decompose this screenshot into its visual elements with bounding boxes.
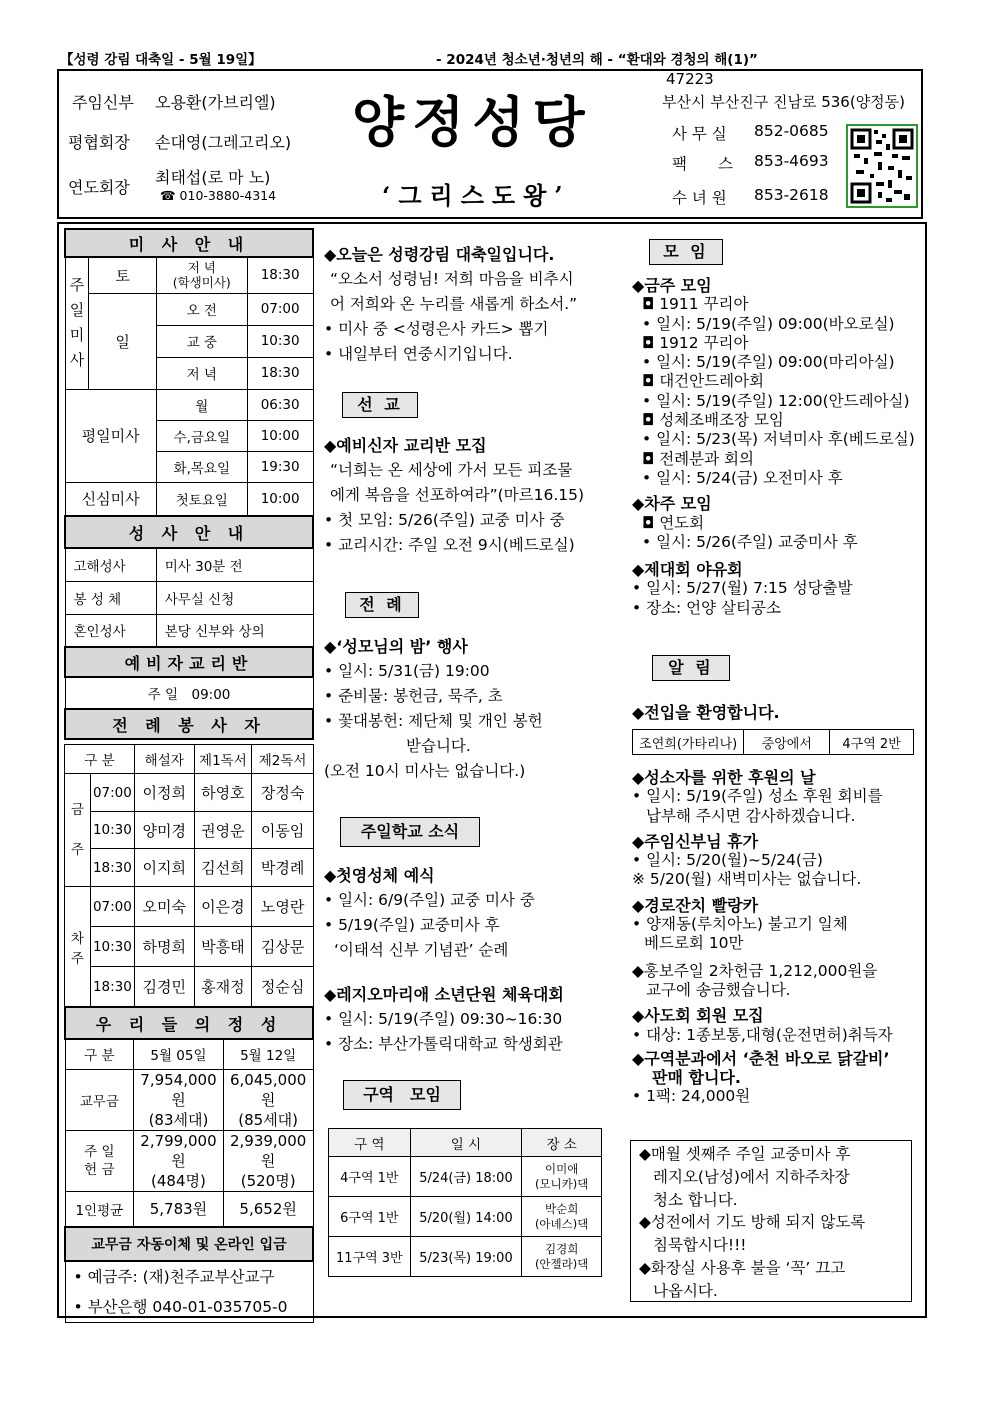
catechumen-time: 주 일 09:00: [65, 677, 313, 709]
server-reader-1: 홍재정: [194, 967, 252, 1007]
welcome-heading: ◆전입을 환영합니다.: [632, 703, 780, 722]
legio-line: • 일시: 5/19(주일) 09:30~16:30: [324, 1010, 563, 1028]
weekday-mass-day: 화,목요일: [156, 451, 247, 482]
weekday-mass-time: 06:30: [247, 389, 313, 420]
average-value: 5,652원: [223, 1191, 313, 1227]
district-col-head: 장 소: [522, 1129, 602, 1157]
sunday-mass-name: 저 녁: [156, 357, 247, 389]
catechumen-section-title: 예비자교리반: [65, 647, 313, 677]
bank-owner: • 예금주: (재)천주교부산교구: [73, 1268, 275, 1286]
elder-line: 베드로회 10만: [644, 934, 744, 953]
server-commentator: 이지희: [134, 849, 194, 887]
reminder-line: 침묵합시다!!!: [653, 1236, 747, 1255]
school-line: ‘이태석 신부 기념관’ 순례: [334, 941, 509, 959]
school-line: • 일시: 6/9(주일) 교중 미사 중: [324, 891, 535, 909]
sacrament-desc: 미사 30분 전: [156, 548, 313, 581]
today-line: • 미사 중 <성령은사 카드> 뽑기: [324, 320, 549, 338]
welcome-name: 조연희(가타리나): [633, 730, 744, 755]
sunday-mass-time: 07:00: [247, 293, 313, 325]
today-heading: ◆오늘은 성령강림 대축일입니다.: [324, 245, 555, 264]
office-phone: 852-0685: [754, 122, 829, 140]
school-block: [324, 863, 614, 963]
school-heading: ◆첫영성체 예식: [324, 866, 435, 885]
picnic-line: • 장소: 언양 살티공소: [632, 598, 781, 617]
welcome-district: 4구역 2반: [830, 730, 914, 755]
average-value: 5,783원: [134, 1191, 224, 1227]
liturgy-section-header: 전 례: [345, 592, 419, 618]
weekday-mass-label: 평일미사: [65, 389, 156, 482]
vacation-line: • 일시: 5/20(월)~5/24(금): [632, 851, 823, 870]
meeting-line: ◘ 1911 꾸리아: [642, 295, 749, 314]
meeting-line: • 일시: 5/19(주일) 09:00(바오로실): [642, 314, 895, 333]
meeting-line: ◘ 1912 꾸리아: [642, 333, 749, 352]
district-area: 6구역 1반: [329, 1197, 411, 1237]
legio-line: • 장소: 부산가톨릭대학교 학생회관: [324, 1035, 563, 1053]
offering-col-head: 5월 05일: [134, 1039, 224, 1069]
top-strip: [60, 48, 926, 68]
server-time: 07:00: [90, 774, 134, 812]
meeting-section-header: 모 임: [649, 239, 723, 265]
meeting-line: ◘ 전례분과 회의: [642, 449, 754, 468]
convent-label: 수 녀 원: [672, 189, 727, 207]
district-place: 김경희 (안젤라)댁: [522, 1237, 602, 1277]
mission-line: • 첫 모임: 5/26(주일) 교중 미사 중: [324, 511, 565, 529]
district-place: 이미애 (모니카)댁: [522, 1157, 602, 1197]
server-reader-1: 권영운: [194, 812, 252, 849]
district-col-head: 일 시: [410, 1129, 522, 1157]
server-reader-2: 노영란: [252, 887, 314, 927]
picnic-heading: ◆제대회 야유회: [632, 560, 743, 580]
saturday-mass-time: 18:30: [247, 257, 313, 293]
offering-col-head: 5월 12일: [223, 1039, 313, 1069]
support-line: • 일시: 5/19(주일) 성소 후원 회비를: [632, 787, 883, 806]
offering-value: 2,799,000원 (484명): [134, 1130, 224, 1191]
server-reader-2: 박경례: [252, 849, 314, 887]
server-reader-1: 박흥태: [194, 927, 252, 967]
district-section-header: 구역 모임: [343, 1080, 461, 1110]
year-theme: - 2024년 청소년·청년의 해 - “환대와 경청의 해(1)”: [436, 52, 758, 68]
elder-heading: ◆경로잔치 빨랑카: [632, 895, 759, 915]
sunday-mass-time: 18:30: [247, 357, 313, 389]
server-reader-2: 이동임: [252, 812, 314, 849]
server-commentator: 양미경: [134, 812, 194, 849]
devotion-mass-label: 신심미사: [65, 482, 156, 516]
district-when: 5/23(목) 19:00: [410, 1237, 522, 1277]
mass-section-title: 미 사 안 내: [65, 229, 313, 257]
server-time: 07:00: [90, 887, 134, 927]
servers-col-head: 해설자: [134, 745, 194, 774]
sacrament-desc: 본당 신부와 상의: [156, 614, 313, 647]
liturgy-line: • 꽃대봉헌: 제단체 및 개인 봉헌: [324, 712, 543, 730]
district-when: 5/20(월) 14:00: [410, 1197, 522, 1237]
chicken-heading: 판매 합니다.: [652, 1068, 741, 1088]
welcome-from: 중앙에서: [744, 730, 830, 755]
notice-section-header: 알 림: [652, 655, 730, 681]
elder-line: • 양재동(루치아노) 불고기 일체: [632, 915, 848, 934]
weekday-mass-time: 10:00: [247, 420, 313, 451]
reminder-box: [630, 1140, 912, 1302]
support-line: 납부해 주시면 감사하겠습니다.: [646, 806, 856, 825]
server-reader-1: 이은경: [194, 887, 252, 927]
offering-section-title: 우 리 들 의 정 성: [65, 1007, 313, 1039]
meeting-line: • 일시: 5/26(주일) 교중미사 후: [642, 532, 858, 551]
meeting-line: ◘ 대건안드레아회: [642, 372, 764, 391]
weekday-mass-day: 수,금요일: [156, 420, 247, 451]
office-label: 사 무 실: [672, 125, 727, 143]
issue-date: 【성령 강림 대축일 - 5월 19일】: [60, 52, 262, 68]
chicken-heading: ◆구역분과에서 ‘춘천 바오로 닭갈비’: [632, 1048, 890, 1068]
today-line: “오소서 성령님! 저희 마음을 비추시: [330, 270, 574, 288]
school-line: • 5/19(주일) 교중미사 후: [324, 916, 500, 934]
meeting-line: • 일시: 5/19(주일) 12:00(안드레아실): [642, 391, 910, 410]
welcome-table: [632, 729, 914, 755]
liturgy-line: (오전 10시 미사는 없습니다.): [324, 762, 526, 780]
offering-value: 6,045,000원 (85세대): [223, 1069, 313, 1130]
church-name: 양정성당: [352, 90, 593, 154]
requiem-name: 최태섭(로 마 노): [155, 168, 271, 187]
left-info-table: [64, 228, 314, 740]
weekday-mass-day: 월: [156, 389, 247, 420]
devotion-mass-day: 첫토요일: [156, 482, 247, 516]
legio-heading: ◆레지오마리애 소년단원 체육대회: [324, 985, 564, 1004]
server-commentator: 이정희: [134, 774, 194, 812]
saturday-label: 토: [89, 257, 156, 293]
sacrament-name: 봉 성 체: [65, 581, 156, 614]
server-reader-1: 하영호: [194, 774, 252, 812]
devotion-mass-time: 10:00: [247, 482, 313, 516]
sacrament-desc: 사무실 신청: [156, 581, 313, 614]
mission-line: • 교리시간: 주일 오전 9시(베드로실): [324, 536, 575, 554]
chicken-line: • 1팩: 24,000원: [632, 1087, 751, 1106]
qr-code-icon: [848, 126, 916, 206]
meeting-block: [632, 276, 922, 618]
server-time: 10:30: [90, 927, 134, 967]
this-week-heading: ◆금주 모임: [632, 276, 712, 295]
bank-info: [65, 1261, 313, 1323]
server-time: 10:30: [90, 812, 134, 849]
meeting-line: • 일시: 5/24(금) 오전미사 후: [642, 468, 843, 487]
sunday-mass-name: 교 중: [156, 325, 247, 357]
qr-code: [846, 124, 918, 208]
server-time: 18:30: [90, 849, 134, 887]
sado-heading: ◆사도회 회원 모집: [632, 1006, 764, 1026]
offering-table: [64, 1006, 314, 1323]
pastor-name: 오용환(가브리엘): [155, 93, 276, 112]
liturgy-line: 받습니다.: [406, 737, 471, 755]
fax-label: 팩 스: [672, 155, 733, 173]
sacrament-name: 고해성사: [65, 548, 156, 581]
church-motto: ‘그리스도왕’: [382, 181, 571, 210]
sacrament-name: 혼인성사: [65, 614, 156, 647]
vacation-heading: ◆주임신부님 휴가: [632, 831, 759, 851]
bank-section-title: 교무금 자동이체 및 온라인 입금: [65, 1227, 313, 1261]
mission-block: [324, 433, 614, 558]
liturgy-block: [324, 634, 614, 784]
server-commentator: 하명희: [134, 927, 194, 967]
mission-line: “너희는 온 세상에 가서 모든 피조물: [330, 461, 573, 479]
notice-block: [632, 768, 922, 1107]
saturday-mass-name: 저 녁 (학생미사): [156, 257, 247, 293]
picnic-line: • 일시: 5/27(월) 7:15 성당출발: [632, 579, 853, 598]
liturgy-line: • 준비물: 봉헌금, 묵주, 초: [324, 687, 503, 705]
offering-label: 교무금: [65, 1069, 134, 1130]
server-commentator: 오미숙: [134, 887, 194, 927]
promo-line: 교구에 송금했습니다.: [646, 980, 791, 999]
support-heading: ◆성소자를 위한 후원의 날: [632, 768, 816, 787]
convent-phone: 853-2618: [754, 186, 829, 204]
offering-col-head: 구 분: [65, 1039, 134, 1069]
offering-label: 주 일 헌 금: [65, 1130, 134, 1191]
council-label: 평협회장: [68, 133, 130, 152]
sado-line: • 대상: 1종보통,대형(운전면허)취득자: [632, 1025, 893, 1044]
mission-heading: ◆예비신자 교리반 모집: [324, 436, 487, 455]
district-area: 4구역 1반: [329, 1157, 411, 1197]
server-reader-2: 정순심: [252, 967, 314, 1007]
reminder-line: ◆매월 셋째주 주일 교중미사 후: [639, 1145, 851, 1163]
server-time: 18:30: [90, 967, 134, 1007]
mission-line: 에게 복음을 선포하여라”(마르16.15): [330, 486, 585, 504]
sunday-label: 일: [89, 293, 156, 389]
average-label: 1인평균: [65, 1191, 134, 1227]
reminder-line: 청소 합니다.: [653, 1190, 738, 1209]
address: 부산시 부산진구 진남로 536(양정동): [662, 93, 906, 111]
sunday-mass-name: 오 전: [156, 293, 247, 325]
meeting-line: ◘ 성체조배조장 모임: [642, 411, 784, 430]
mission-section-header: 선 교: [342, 392, 418, 418]
offering-value: 2,939,000원 (520명): [223, 1130, 313, 1191]
reminder-line: ◆성전에서 기도 방해 되지 않도록: [639, 1213, 866, 1232]
requiem-phone: ☎ 010-3880-4314: [160, 188, 277, 203]
postal-code: 47223: [666, 70, 714, 88]
servers-col-head: 구 분: [65, 745, 135, 774]
meeting-line: • 일시: 5/23(목) 저녁미사 후(베드로실): [642, 430, 915, 449]
school-section-header: 주일학교 소식: [340, 817, 480, 847]
today-line: 어 저희와 온 누리를 새롭게 하소서.”: [330, 295, 578, 313]
reminder-line: 나옵시다.: [653, 1281, 718, 1300]
server-reader-2: 김상문: [252, 927, 314, 967]
today-line: • 내일부터 연중시기입니다.: [324, 345, 513, 363]
requiem-label: 연도회장: [68, 178, 130, 197]
servers-table: [64, 744, 314, 1007]
server-reader-2: 장정숙: [252, 774, 314, 812]
weekday-mass-time: 19:30: [247, 451, 313, 482]
liturgy-line: • 일시: 5/31(금) 19:00: [324, 662, 490, 680]
this-week-label: 금주: [65, 774, 91, 887]
pastor-label: 주임신부: [72, 93, 134, 112]
servers-col-head: 제2독서: [252, 745, 314, 774]
sunday-mass-time: 10:30: [247, 325, 313, 357]
district-col-head: 구 역: [329, 1129, 411, 1157]
district-when: 5/24(금) 18:00: [410, 1157, 522, 1197]
district-table: [328, 1128, 602, 1277]
vacation-line: ※ 5/20(월) 새벽미사는 없습니다.: [632, 870, 862, 889]
liturgy-heading: ◆‘성모님의 밤’ 행사: [324, 637, 468, 656]
meeting-line: • 일시: 5/19(주일) 09:00(마리아실): [642, 353, 895, 372]
offering-value: 7,954,000원 (83세대): [134, 1069, 224, 1130]
sunday-mass-label: 주 일 미 사: [65, 257, 89, 389]
next-week-label: 차주: [65, 887, 91, 1007]
council-name: 손대영(그레고리오): [155, 133, 292, 152]
district-area: 11구역 3반: [329, 1237, 411, 1277]
bank-account: • 부산은행 040-01-035705-0: [73, 1298, 288, 1316]
legio-block: [324, 982, 614, 1057]
promo-line: ◆홍보주일 2차헌금 1,212,000원을: [632, 961, 878, 980]
fax-number: 853-4693: [754, 152, 829, 170]
sacrament-section-title: 성 사 안 내: [65, 516, 313, 548]
servers-section-title: 전 례 봉 사 자: [65, 709, 313, 739]
server-reader-1: 김선희: [194, 849, 252, 887]
meeting-line: ◘ 연도회: [642, 513, 705, 532]
servers-col-head: 제1독서: [194, 745, 252, 774]
reminder-line: 레지오(남성)에서 지하주차장: [653, 1167, 850, 1186]
district-place: 박순희 (아녜스)댁: [522, 1197, 602, 1237]
middle-column: [324, 242, 614, 367]
reminder-line: ◆화장실 사용후 불을 ‘꼭’ 끄고: [639, 1258, 846, 1277]
next-week-heading: ◆차주 모임: [632, 494, 712, 514]
server-commentator: 김경민: [134, 967, 194, 1007]
